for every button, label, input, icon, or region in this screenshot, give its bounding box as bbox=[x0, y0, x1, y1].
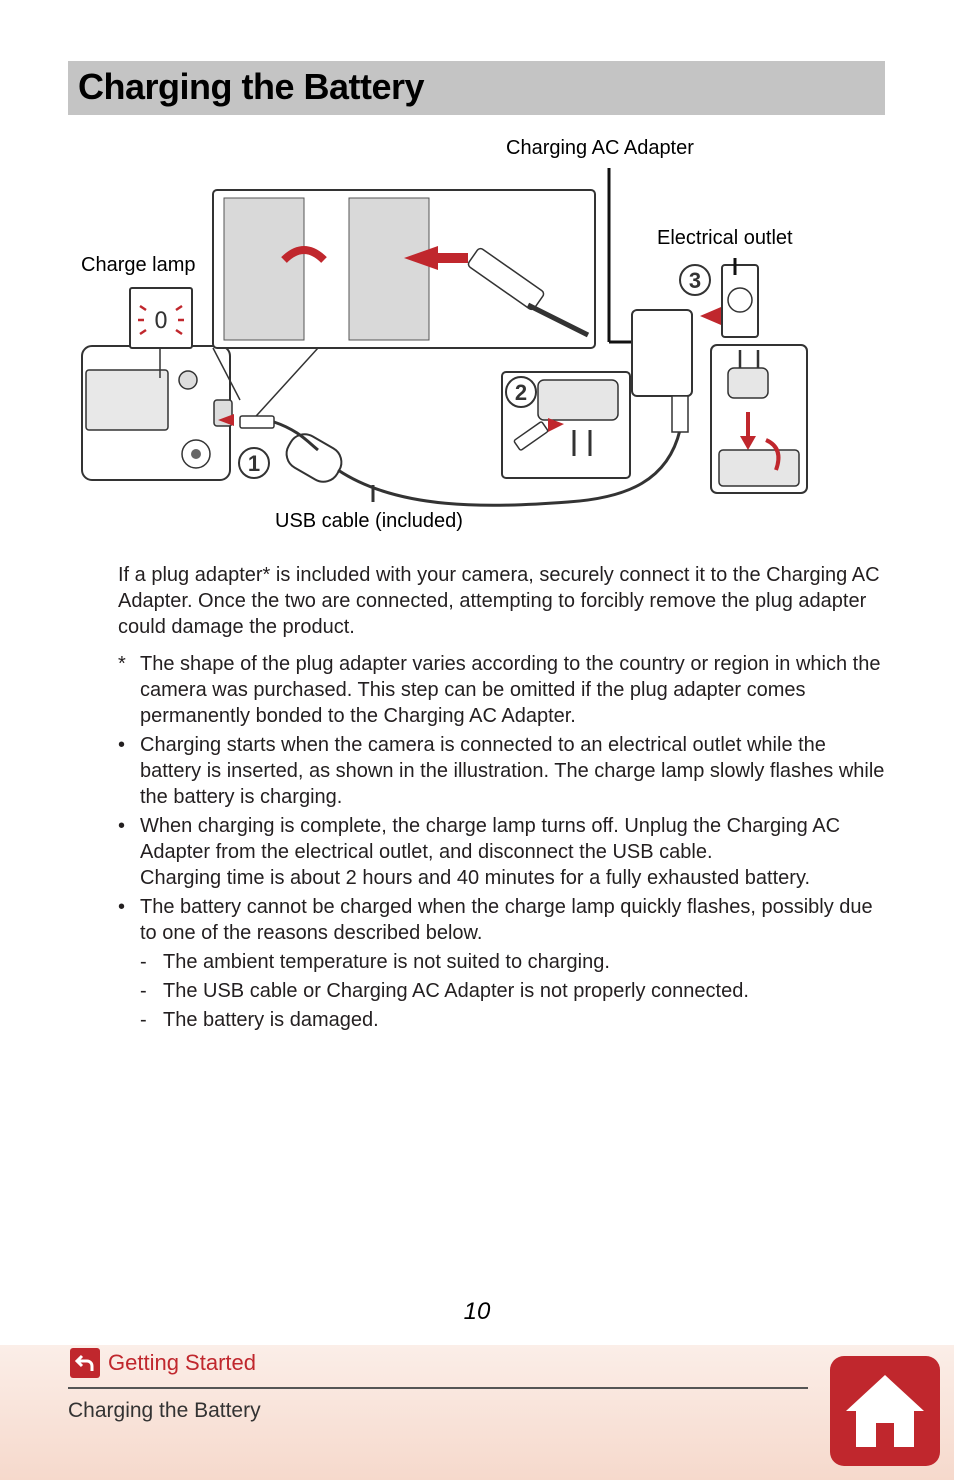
label-charging-ac-adapter: Charging AC Adapter bbox=[506, 137, 694, 159]
step-number-3: 3 bbox=[688, 268, 702, 293]
charging-time-text: Charging time is about 2 hours and 40 minutes for a fully exhausted battery. bbox=[140, 867, 811, 889]
charge-lamp-glyph: 0 bbox=[154, 309, 168, 334]
bullet-text-3: The battery cannot be charged when the charge lamp quickly flashes, possibly due to one of the reasons described below. bbox=[140, 896, 873, 944]
charging-diagram bbox=[68, 130, 828, 550]
footer-subsection: Charging the Battery bbox=[68, 1399, 261, 1422]
reason-text: The USB cable or Charging AC Adapter is not properly connected. bbox=[163, 980, 749, 1002]
bullet-marker: • bbox=[118, 896, 126, 918]
intro-paragraph: If a plug adapter* is included with your camera, securely connect it to the Charging AC Adapter. Once the two are connected, attempting to forcibly remove the plug adapter could damage the product. bbox=[118, 564, 880, 638]
footer-divider bbox=[68, 1387, 808, 1389]
step-badge-1 bbox=[239, 448, 269, 478]
asterisk-marker: * bbox=[118, 653, 126, 675]
reasons-list bbox=[140, 949, 888, 1033]
back-arrow-icon[interactable] bbox=[70, 1348, 100, 1378]
reason-text: The ambient temperature is not suited to charging. bbox=[163, 951, 610, 973]
dash-marker: - bbox=[140, 951, 147, 973]
bullet-marker: • bbox=[118, 815, 126, 837]
reason-item bbox=[140, 978, 888, 1004]
charging-illustration bbox=[68, 130, 828, 550]
reason-item bbox=[140, 1007, 888, 1033]
plug-adapter-detail bbox=[502, 372, 630, 478]
page-title: Charging the Battery bbox=[78, 66, 425, 107]
notes-list bbox=[118, 651, 888, 1033]
home-button[interactable] bbox=[830, 1356, 940, 1466]
plug-connect-detail bbox=[711, 345, 807, 493]
label-charge-lamp: Charge lamp bbox=[81, 254, 196, 276]
title-bar bbox=[68, 61, 885, 115]
dash-marker: - bbox=[140, 980, 147, 1002]
bullet-item-1 bbox=[118, 732, 888, 810]
bullet-item-2 bbox=[118, 813, 888, 891]
bullet-text-1: Charging starts when the camera is connected to an electrical outlet while the battery is inserted, as shown in the illustration. The charge lamp slowly flashes while the battery is charging. bbox=[140, 734, 885, 808]
bullet-marker: • bbox=[118, 734, 126, 756]
footnote-item bbox=[118, 651, 888, 729]
camera-drawing bbox=[82, 346, 232, 480]
footnote-text: The shape of the plug adapter varies according to the country or region in which the camera was purchased. This step can be omitted if the plug adapter comes permanently bonded to the Charging AC Adapter. bbox=[140, 653, 881, 727]
label-electrical-outlet: Electrical outlet bbox=[657, 227, 793, 249]
body-content bbox=[118, 562, 888, 1036]
home-icon bbox=[842, 1371, 928, 1451]
label-usb-cable: USB cable (included) bbox=[275, 510, 463, 532]
footer-section-link[interactable] bbox=[70, 1348, 256, 1378]
reason-item bbox=[140, 949, 888, 975]
dash-marker: - bbox=[140, 1009, 147, 1031]
footer bbox=[0, 1345, 954, 1480]
bullet-text-2: When charging is complete, the charge lamp turns off. Unplug the Charging AC Adapter from the electrical outlet, and disconnect the USB cable. bbox=[140, 815, 841, 863]
reason-text: The battery is damaged. bbox=[163, 1009, 379, 1031]
page-number: 10 bbox=[463, 1298, 491, 1325]
bullet-item-3 bbox=[118, 894, 888, 1033]
getting-started-link[interactable]: Getting Started bbox=[108, 1350, 256, 1375]
step-number-2: 2 bbox=[514, 380, 528, 405]
back-arrow-glyph bbox=[74, 1352, 96, 1374]
step-number-1: 1 bbox=[247, 451, 261, 476]
